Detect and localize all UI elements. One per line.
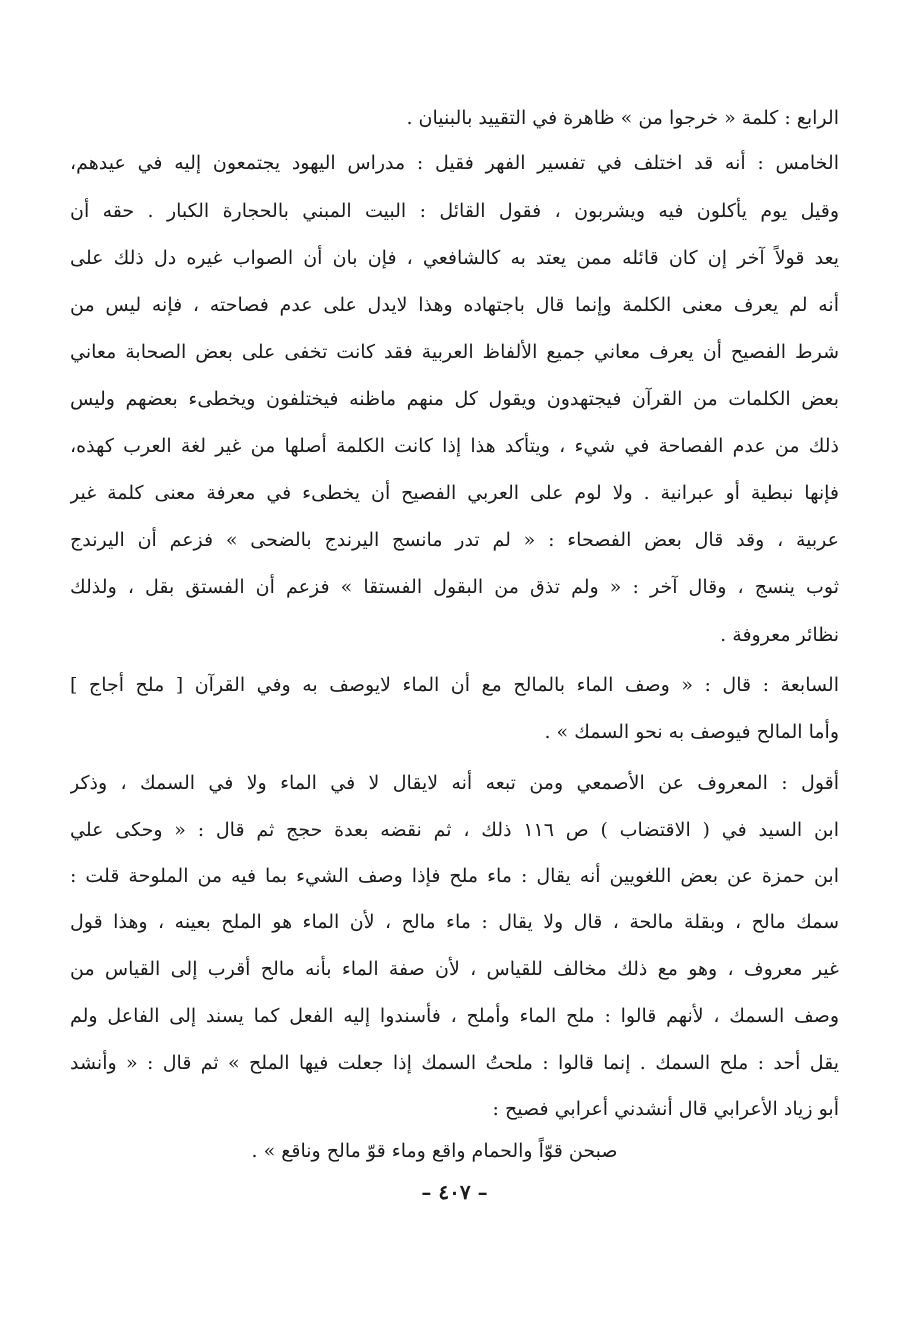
text-line: ذلك من عدم الفصاحة في شيء ، ويتأكد هذا إذا كانت الكلمة أصلها من غير لغة العرب كهذه، bbox=[70, 435, 839, 457]
verse-line: صبحن قوّاً والحمام واقع وماء قوّ مالح وناقع » . bbox=[251, 1140, 618, 1162]
text-line: يعد قولاً آخر إن كان قائله ممن يعتد به كالشافعي ، فإن بان أن الصواب غيره دل ذلك على bbox=[70, 247, 839, 269]
text-line: شرط الفصيح أن يعرف معاني جميع الألفاظ العربية فقد كانت تخفى على بعض الصحابة معاني bbox=[70, 341, 839, 363]
text-line: ابن السيد في ( الاقتضاب ) ص ١١٦ ذلك ، ثم نقضه بعدة حجج ثم قال : « وحكى علي bbox=[70, 819, 839, 841]
text-line: سمك مالح ، وبقلة مالحة ، قال ولا يقال : ماء مالح ، لأن الماء هو الملح بعينه ، وهذا قول bbox=[70, 911, 839, 933]
text-line: يقل أحد : ملح السمك . إنما قالوا : ملحتُ السمك إذا جعلت فيها الملح » ثم قال : « وأنشد bbox=[70, 1052, 839, 1074]
text-line: الخامس : أنه قد اختلف في تفسير الفهر فقيل : مدراس اليهود يجتمعون إليه في عيدهم، bbox=[70, 152, 839, 174]
text-line: عربية ، وقد قال بعض الفصحاء : « لم تدر مانسج اليرندج بالضحى » فزعم أن اليرندج bbox=[70, 529, 839, 551]
text-line: وقيل يوم يأكلون فيه ويشربون ، فقول القائل : البيت المبني بالحجارة الكبار . حقه أن bbox=[70, 200, 839, 222]
page-number: – ٤٠٧ – bbox=[421, 1180, 488, 1204]
text-line: وأما المالح فيوصف به نحو السمك » . bbox=[544, 721, 839, 743]
text-line: أقول : المعروف عن الأصمعي ومن تبعه أنه لايقال لا في الماء ولا في السمك ، وذكر bbox=[70, 772, 839, 794]
text-line: فإنها نبطية أو عبرانية . ولا لوم على العربي الفصيح أن يخطىء في معرفة معنى كلمة غير bbox=[70, 482, 839, 504]
text-line: ثوب ينسج ، وقال آخر : « ولم تذق من البقول الفستقا » فزعم أن الفستق بقل ، ولذلك bbox=[70, 576, 839, 598]
text-line: السابعة : قال : « وصف الماء بالمالح مع أن الماء لايوصف به وفي القرآن [ ملح أجاج ] bbox=[70, 674, 839, 696]
text-line: الرابع : كلمة « خرجوا من » ظاهرة في التقييد بالبنيان . bbox=[406, 107, 839, 129]
text-line: وصف السمك ، لأنهم قالوا : ملح الماء وأملح ، فأسندوا إليه الفعل كما يسند إلى الفاعل ولم bbox=[70, 1005, 839, 1027]
text-line: ابن حمزة عن بعض اللغويين أنه يقال : ماء ملح فإذا وصف الشيء بما فيه من الملوحة قلت : bbox=[70, 865, 839, 887]
text-line: غير معروف ، وهو مع ذلك مخالف للقياس ، لأن صفة الماء بأنه مالح أقرب إلى القياس من bbox=[70, 958, 839, 980]
text-line: أبو زياد الأعرابي قال أنشدني أعرابي فصيح : bbox=[492, 1098, 839, 1120]
text-line: بعض الكلمات من القرآن فيجتهدون ويقول كل منهم ماظنه فيختلفون ويخطىء بعضهم وليس bbox=[70, 388, 839, 410]
text-line: أنه لم يعرف معنى الكلمة وإنما قال باجتهاده وهذا لايدل على عدم فصاحته ، فإنه ليس من bbox=[70, 294, 839, 316]
text-line: نظائر معروفة . bbox=[720, 624, 839, 646]
